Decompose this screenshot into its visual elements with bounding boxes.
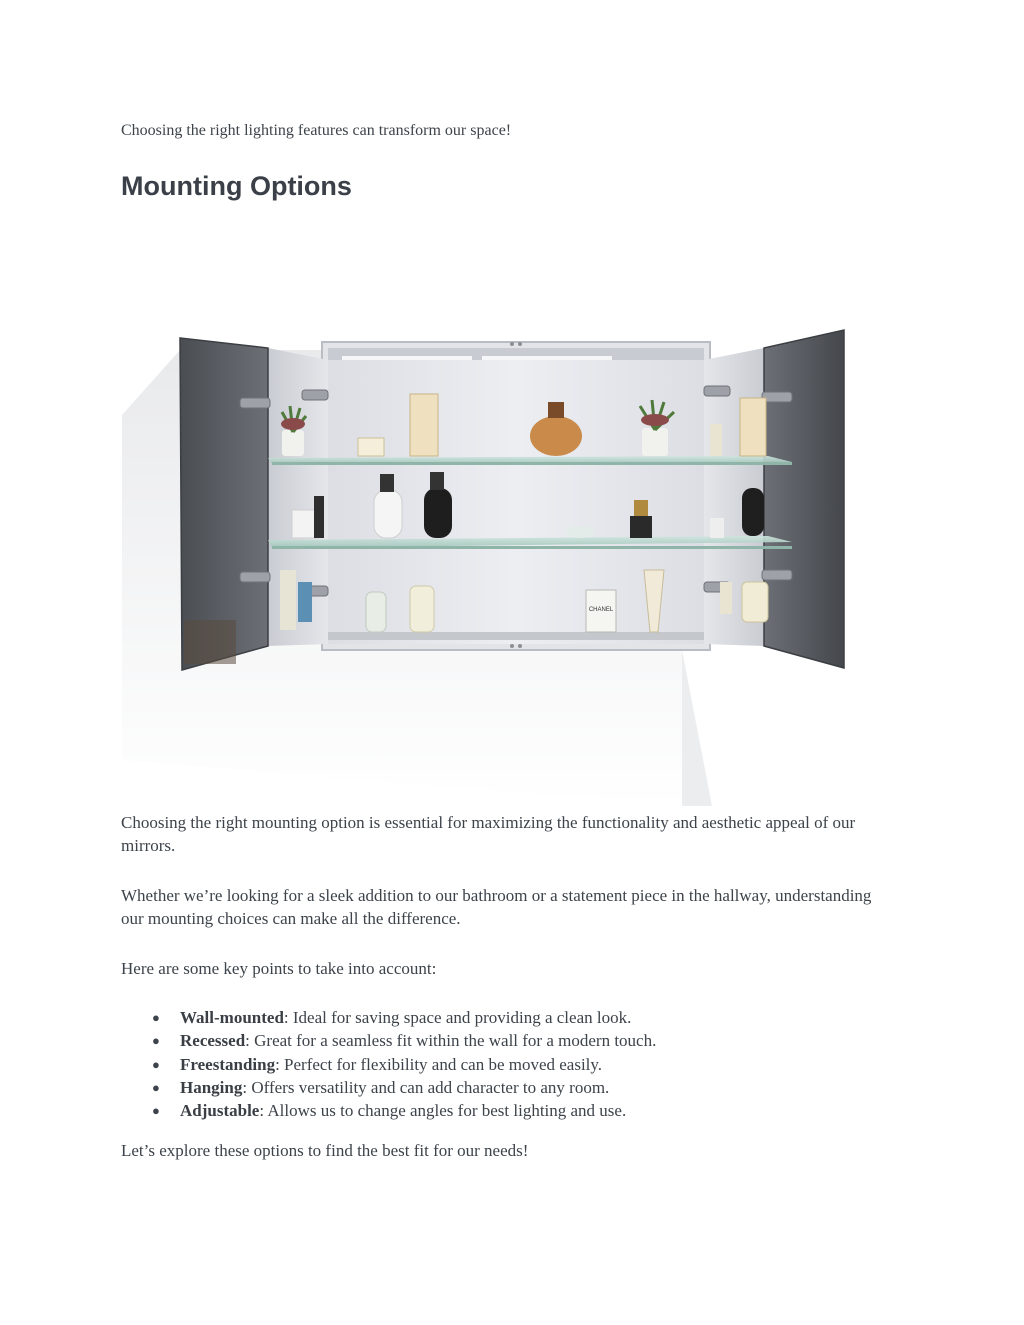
list-item-term: Wall-mounted (180, 1008, 284, 1027)
list-item-term: Freestanding (180, 1054, 276, 1074)
paragraph-key-points: Here are some key points to take into account: (121, 959, 437, 978)
cabinet-photo (122, 320, 852, 806)
list-item (121, 1076, 656, 1099)
list-item-desc: : Allows us to change angles for best lighting and use. (259, 1101, 627, 1121)
list-item-desc: : Ideal for saving space and providing a clean look. (283, 1008, 632, 1027)
open-mirror-cabinet-icon (122, 320, 852, 806)
list-item-desc: : Perfect for flexibility and can be moved easily. (275, 1054, 603, 1074)
list-item (121, 1053, 656, 1076)
bullet-icon: ● (152, 1056, 160, 1072)
paragraph-mounting-importance: Choosing the right mounting option is essential for maximizing the functionality and aesthetic appeal of our mirrors. (121, 813, 856, 855)
list-item (121, 1099, 656, 1122)
list-item-desc: : Great for a seamless fit within the wall for a modern touch. (245, 1031, 657, 1051)
list-item (121, 1006, 656, 1029)
list-item-desc: : Offers versatility and can add character to any room. (242, 1077, 610, 1097)
list-item (121, 1029, 656, 1052)
list-item-term: Adjustable (180, 1101, 260, 1121)
intro-text: Choosing the right lighting features can transform our space! (121, 122, 512, 139)
section-heading: Mounting Options (121, 171, 352, 201)
list-item-term: Recessed (180, 1031, 246, 1051)
bullet-icon: ● (152, 1103, 160, 1119)
list-item-term: Hanging (180, 1077, 243, 1097)
bullet-icon: ● (152, 1079, 160, 1095)
mounting-options-list (121, 1006, 656, 1122)
bullet-icon: ● (152, 1010, 160, 1025)
bullet-icon: ● (152, 1033, 160, 1049)
paragraph-closing: Let’s explore these options to find the best fit for our needs! (121, 1141, 529, 1160)
chanel-label: CHANEL (588, 607, 614, 613)
paragraph-mounting-choices: Whether we’re looking for a sleek addition to our bathroom or a statement piece in the hallway, understanding our mounting choices can make all the difference. (121, 886, 872, 928)
